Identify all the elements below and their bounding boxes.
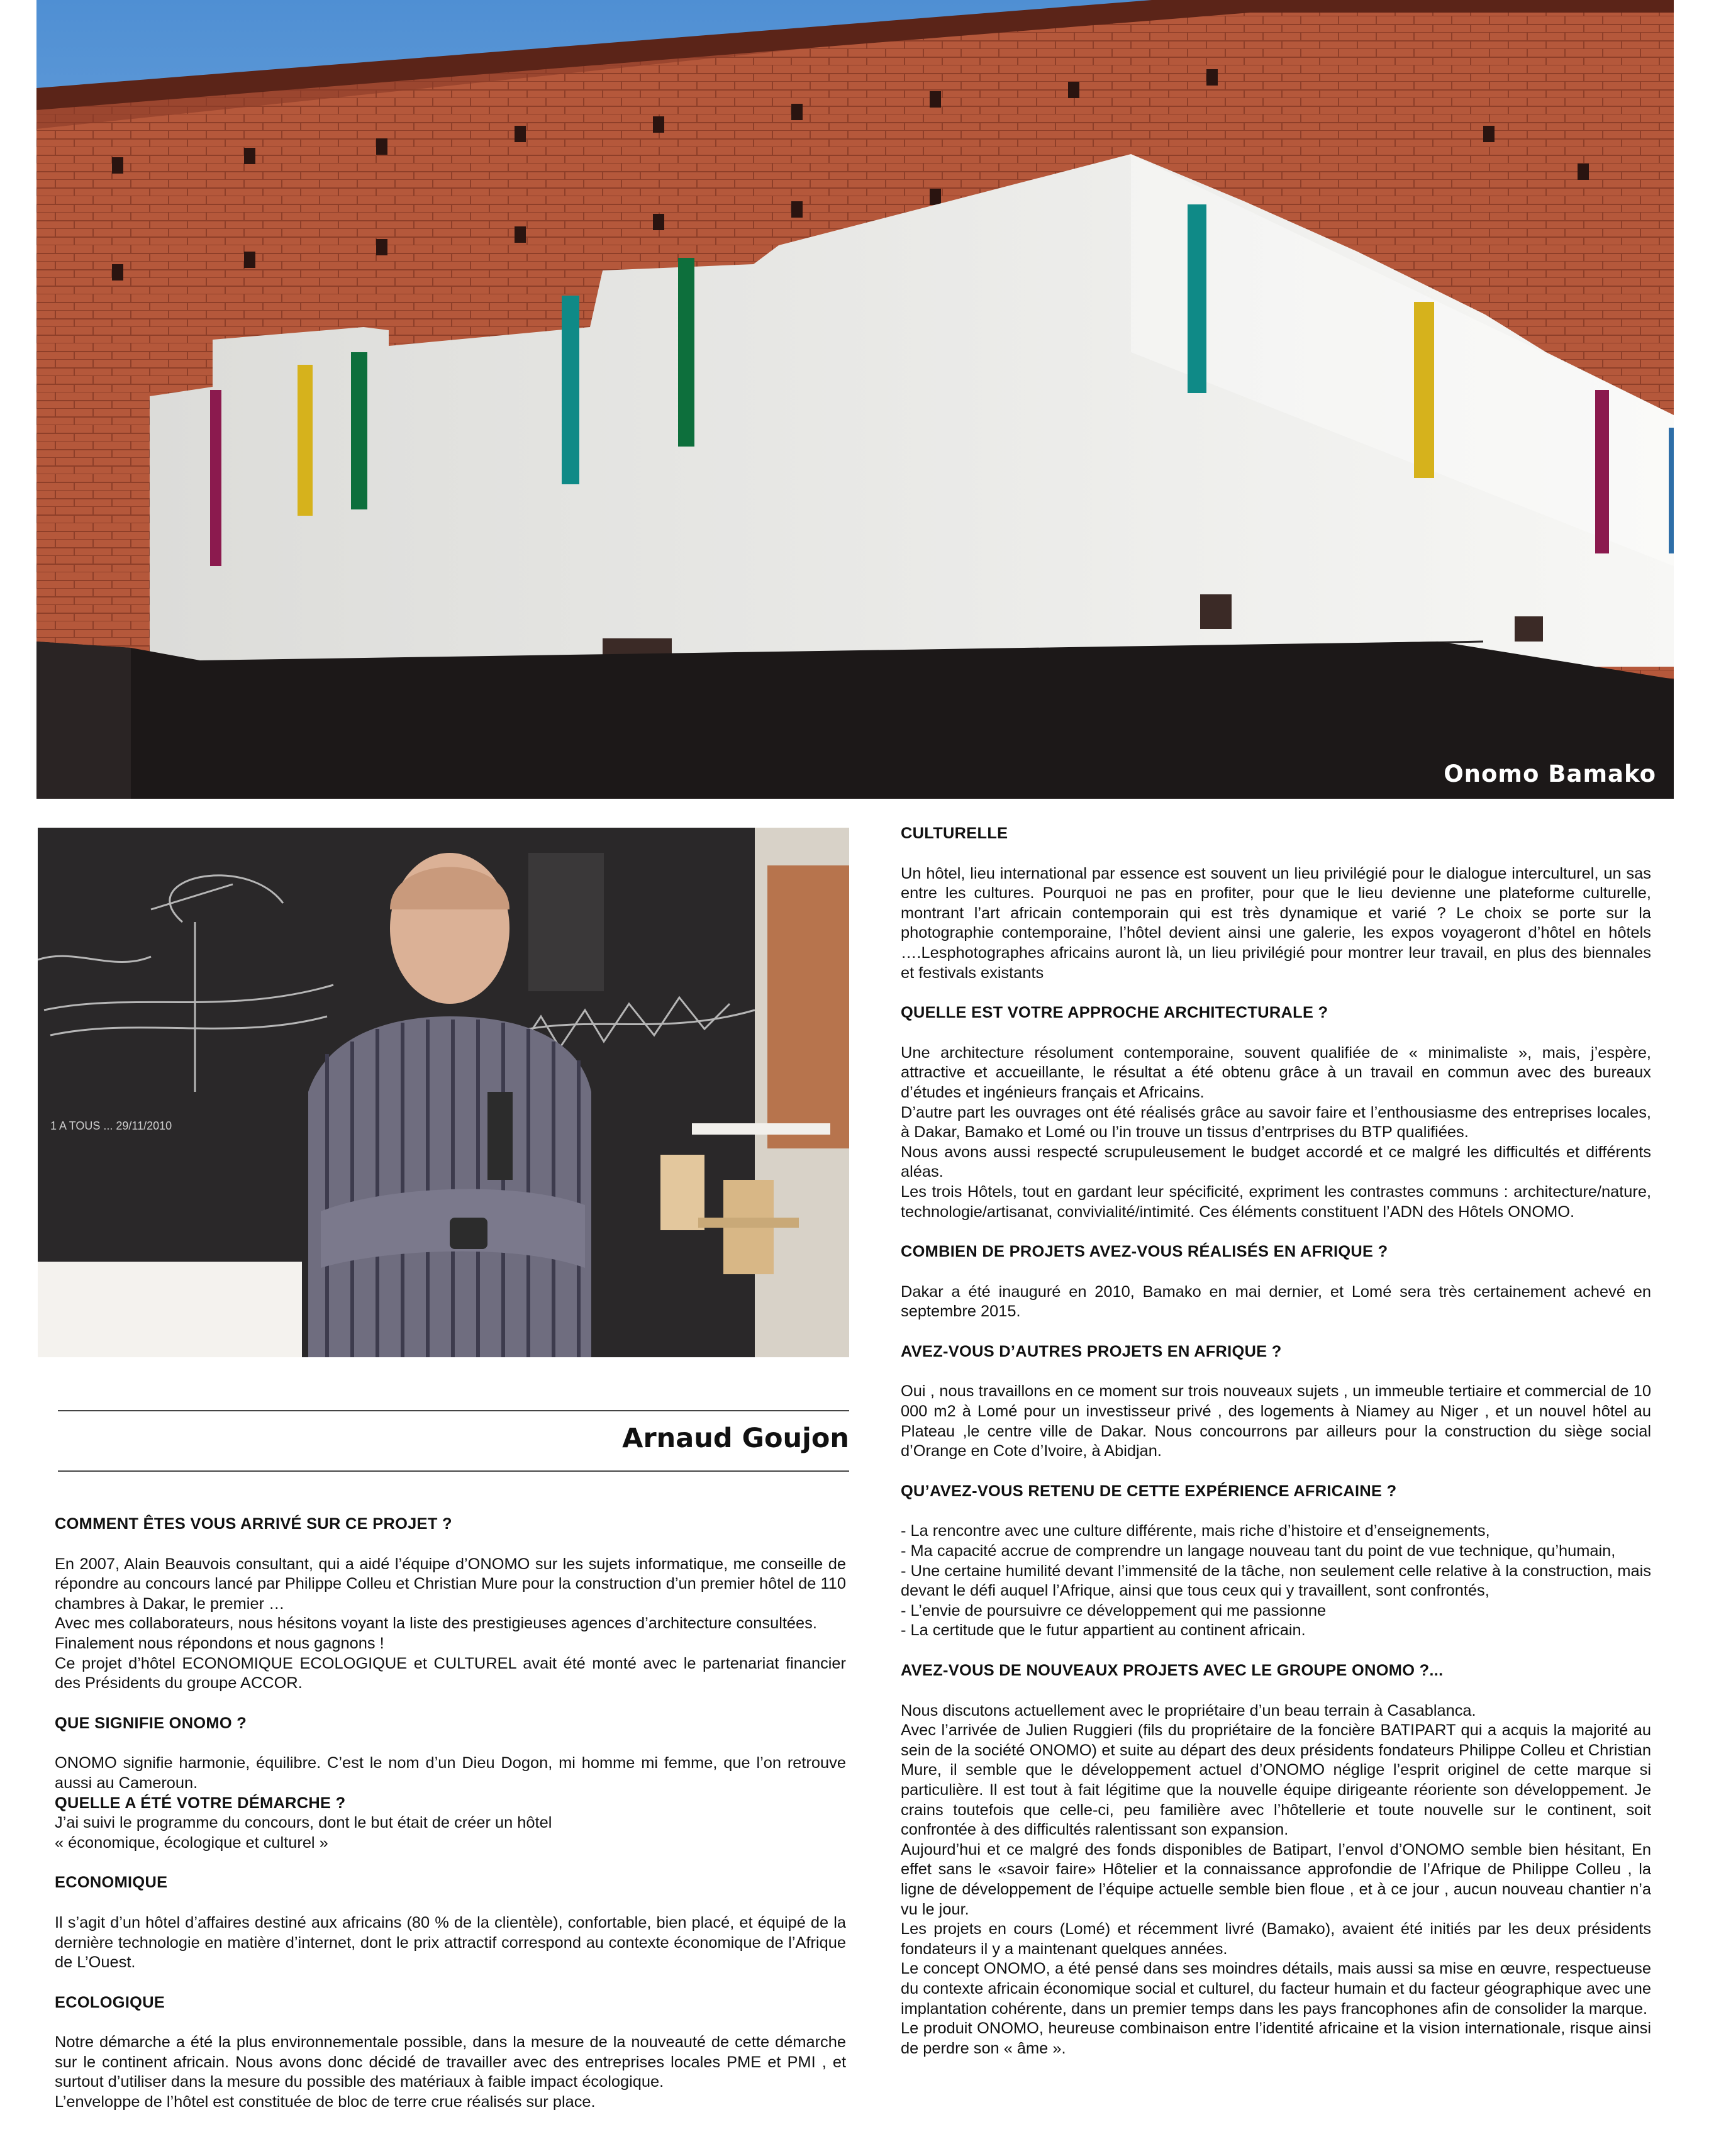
paragraph: Un hôtel, lieu international par essence est souvent un lieu privilégié pour le dialogue interculturel, un sas entre les cultures. Pourquoi ne pas en profiter, pour que le lieu devienne une plateforme culturelle, montrant l’art africain contemporain qui est très dynamique et varié ? Le choix se porte sur la photographie contemporaine, l’hôtel devient ainsi une galerie, les expos voyageront d’hôtel en hôtels ….Lesphotographes africains auront là, un lieu privilégié pour montrer leur travail, en plus des biennales et festivals existants bbox=[901, 864, 1651, 982]
paragraph: Nous avons aussi respecté scrupuleusement le budget accordé et ce malgré les difficultés et différents aléas. bbox=[901, 1143, 1651, 1181]
paragraph: En 2007, Alain Beauvois consultant, qui a aidé l’équipe d’ONOMO sur les sujets informatique, me conseille de répondre au concours lancé par Philippe Colleu et Christian Mure pour la construction d’un premier hôtel de 110 chambres à Dakar, le premier … bbox=[55, 1555, 846, 1613]
divider-top bbox=[58, 1410, 849, 1411]
section-onomo-meaning bbox=[55, 1714, 846, 1853]
paragraph: Les projets en cours (Lomé) et récemment livré (Bamako), avaient été initiés par les deux présidents fondateurs il y a maintenant quelques années. bbox=[901, 1920, 1651, 1958]
paragraph: Il s’agit d’un hôtel d’affaires destiné aux africains (80 % de la clientèle), confortable, bien placé, et équipé de la dernière technologie en matière d’internet, dont le prix attractif correspond au contexte économique de l’Afrique de L’Ouest. bbox=[55, 1913, 846, 1972]
section-economique bbox=[55, 1873, 846, 1972]
section-projects-count bbox=[901, 1242, 1651, 1322]
section-ecologique bbox=[55, 1993, 846, 2113]
photo-caption: Onomo Bamako bbox=[1444, 760, 1656, 787]
hotel-building-illustration bbox=[36, 0, 1674, 799]
paragraph: Finalement nous répondons et nous gagnons ! bbox=[55, 1634, 384, 1652]
section-new-projects bbox=[901, 1661, 1651, 2059]
person-photo-icon bbox=[38, 828, 849, 1357]
svg-text:1 A TOUS ... 29/11/2010: 1 A TOUS ... 29/11/2010 bbox=[50, 1120, 172, 1132]
paragraph: Le concept ONOMO, a été pensé dans ses moindres détails, mais aussi sa mise en œuvre, respectueuse du contexte africain économique social et culturel, du facteur humain et du facteur géographique avec une implantation cohérente, dans un premier temps dans les pays francophones afin de consolider la marque. bbox=[901, 1960, 1651, 2018]
right-text-column bbox=[901, 824, 1651, 2079]
hotel-photo bbox=[36, 0, 1674, 799]
paragraph: Avec l’arrivée de Julien Ruggieri (fils du propriétaire de la foncière BATIPART qui a acquis la majorité au sein de la société ONOMO) et suite au départ des deux présidents fondateurs Philippe Colleu et Christian Mure, il semble que le développement actuel d’ONOMO néglige l’esprit originel de cette marque si particulière. Il est tout à fait légitime que la nouvelle équipe dirigeante réoriente son développement. Je crains toutefois que celle-ci, peu familière avec l’hôtellerie et toute nouvelle sur le continent, soit confrontée à des difficultés ralentissant son expansion. bbox=[901, 1721, 1651, 1839]
section-architecture bbox=[901, 1003, 1651, 1222]
section-heading: CULTURELLE bbox=[901, 825, 1008, 842]
paragraph: « économique, écologique et culturel » bbox=[55, 1833, 328, 1852]
paragraph: Notre démarche a été la plus environnementale possible, dans la mesure de la nouveauté de cette démarche sur le continent africain. Nous avons donc décidé de travailler avec des entreprises locales PME et PMI , et surtout d’utiliser dans la mesure du possible des matériaux à faible impact écologique. bbox=[55, 2033, 846, 2091]
paragraph: Les trois Hôtels, tout en gardant leur spécificité, expriment les contrastes communs : architecture/nature, technologie/artisanat, convivialité/intimité. Ces éléments constituent l’ADN des Hôtels ONOMO. bbox=[901, 1182, 1651, 1221]
list-item: - L’envie de poursuivre ce développement qui me passionne bbox=[901, 1601, 1327, 1620]
paragraph: Ce projet d’hôtel ECONOMIQUE ECOLOGIQUE et CULTUREL avait été monté avec le partenariat financier des Présidents du groupe ACCOR. bbox=[55, 1654, 846, 1692]
paragraph: D’autre part les ouvrages ont été réalisés grâce au savoir faire et l’enthousiasme des entreprises locales, à Dakar, Bamako et Lomé ou l’in trouve un tissus d’entrprises du BTP qualifiées. bbox=[901, 1103, 1651, 1142]
section-experience bbox=[901, 1482, 1651, 1641]
paragraph: Aujourd’hui et ce malgré des fonds disponibles de Batipart, l’envol d’ONOMO semble bien hésitant, En effet sans le «savoir faire» Hôtelier et la connaissance approfondie de l’Afrique de Philippe Colleu , la ligne de développement de l’équipe actuelle semble bien floue , et à ce jour , aucun nouveau chantier n’a vu le jour. bbox=[901, 1840, 1651, 1918]
section-heading: COMMENT ÊTES VOUS ARRIVÉ SUR CE PROJET ? bbox=[55, 1515, 452, 1533]
section-heading: QUELLE EST VOTRE APPROCHE ARCHITECTURALE ? bbox=[901, 1004, 1328, 1022]
divider-bottom bbox=[58, 1470, 849, 1472]
list-item: - Ma capacité accrue de comprendre un langage nouveau tant du point de vue technique, qu’humain, bbox=[901, 1542, 1616, 1560]
section-culturelle bbox=[901, 824, 1651, 983]
section-heading: AVEZ-VOUS D’AUTRES PROJETS EN AFRIQUE ? bbox=[901, 1342, 1282, 1360]
section-heading: COMBIEN DE PROJETS AVEZ-VOUS RÉALISÉS EN AFRIQUE ? bbox=[901, 1243, 1388, 1261]
section-heading: ECOLOGIQUE bbox=[55, 1993, 165, 2011]
paragraph: Dakar a été inauguré en 2010, Bamako en mai dernier, et Lomé sera très certainement achevé en septembre 2015. bbox=[901, 1282, 1651, 1321]
section-approach bbox=[55, 1794, 846, 1853]
paragraph: Le produit ONOMO, heureuse combinaison entre l’identité africaine et la vision internationale, risque ainsi de perdre son « âme ». bbox=[901, 2020, 1651, 2057]
section-heading: ECONOMIQUE bbox=[55, 1874, 168, 1892]
left-text-column bbox=[55, 1514, 846, 2133]
paragraph: L’enveloppe de l’hôtel est constituée de bloc de terre crue réalisés sur place. bbox=[55, 2093, 596, 2111]
list-item: - La certitude que le futur appartient au continent africain. bbox=[901, 1621, 1306, 1640]
section-heading: AVEZ-VOUS DE NOUVEAUX PROJETS AVEC LE GROUPE ONOMO ?... bbox=[901, 1662, 1444, 1679]
paragraph: Nous discutons actuellement avec le propriétaire d’un beau terrain à Casablanca. bbox=[901, 1701, 1476, 1720]
paragraph: ONOMO signifie harmonie, équilibre. C’est le nom d’un Dieu Dogon, mi homme mi femme, que l’on retrouve aussi au Cameroun. bbox=[55, 1754, 846, 1792]
paragraph: Avec mes collaborateurs, nous hésitons voyant la liste des prestigieuses agences d’architecture consultées. bbox=[55, 1614, 817, 1633]
author-name: Arnaud Goujon bbox=[622, 1423, 849, 1454]
list-item: - Une certaine humilité devant l’immensité de la tâche, non seulement celle relative à la construction, mais devant le défi auquel l’Afrique, ainsi que tous ceux qui y travaillent, sont confrontés, bbox=[901, 1562, 1651, 1600]
section-heading: QUELLE A ÉTÉ VOTRE DÉMARCHE ? bbox=[55, 1794, 346, 1812]
paragraph: Une architecture résolument contemporaine, souvent qualifiée de « minimaliste », mais, j’espère, attractive et accueillante, le résultat a été obtenu grâce à un travail en commun avec des bureaux d’études et ingénieurs français et Africains. bbox=[901, 1043, 1651, 1101]
portrait-photo bbox=[38, 828, 849, 1357]
section-other-projects bbox=[901, 1342, 1651, 1462]
list-item: - La rencontre avec une culture différente, mais riche d’histoire et d’enseignements, bbox=[901, 1522, 1490, 1540]
section-heading: QUE SIGNIFIE ONOMO ? bbox=[55, 1714, 247, 1732]
paragraph: Oui , nous travaillons en ce moment sur trois nouveaux sujets , un immeuble tertiaire et commercial de 10 000 m2 à Lomé pour un investisseur privé , des logements à Niamey au Niger , et un nouvel hôtel au Plateau ,le centre ville de Dakar. Nous concourrons par ailleurs pour la construction du siège social d’Orange en Cote d’Ivoire, à Abidjan. bbox=[901, 1382, 1651, 1460]
section-heading: QU’AVEZ-VOUS RETENU DE CETTE EXPÉRIENCE AFRICAINE ? bbox=[901, 1482, 1397, 1500]
paragraph: J’ai suivi le programme du concours, dont le but était de créer un hôtel bbox=[55, 1814, 552, 1832]
section-arrival bbox=[55, 1514, 846, 1694]
